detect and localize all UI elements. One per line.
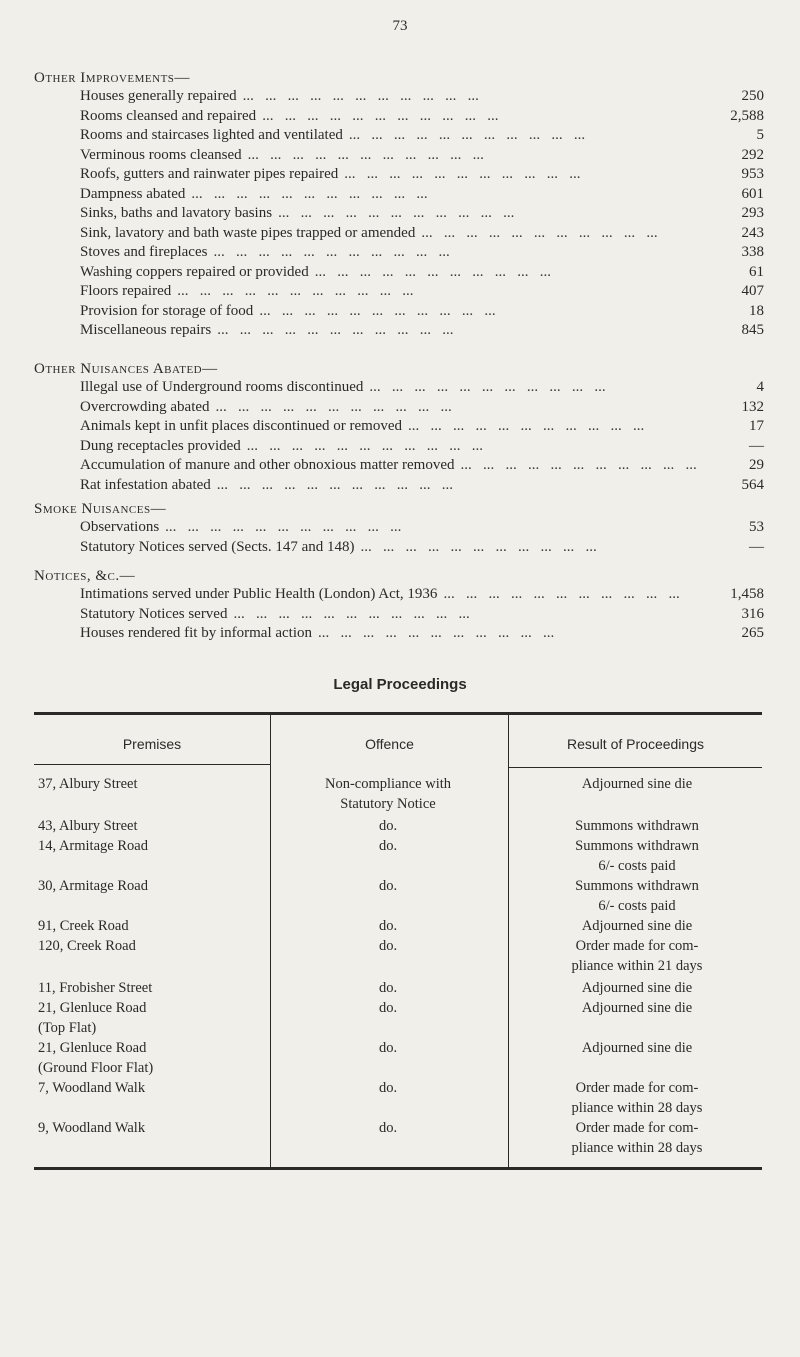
premises-cell-line: (Top Flat) xyxy=(38,1020,97,1036)
item-label: Animals kept in unfit places discontinued or removed xyxy=(80,418,403,434)
item-label: Rat infestation abated xyxy=(80,476,211,493)
offence-cell xyxy=(274,916,502,936)
item-label: Washing coppers repaired or provided xyxy=(80,263,309,280)
premises-cell-line: 91, Creek Road xyxy=(38,918,129,934)
premises-cell xyxy=(38,1038,268,1078)
result-cell-line: 6/- costs paid xyxy=(598,858,676,874)
premises-cell xyxy=(38,816,268,836)
result-cell-line: pliance within 21 days xyxy=(571,958,703,974)
dot-leader xyxy=(361,539,696,556)
header-offence: Offence xyxy=(365,736,414,752)
item-value: 407 xyxy=(741,283,764,299)
dot-leader xyxy=(191,186,696,203)
item-value: 292 xyxy=(741,146,764,163)
offence-cell-line: Statutory Notice xyxy=(340,796,436,812)
section-heading: Smoke Nuisances— xyxy=(34,501,167,517)
result-cell xyxy=(512,1038,762,1058)
list-item xyxy=(34,205,764,225)
section-heading: Other Nuisances Abated— xyxy=(34,361,218,377)
result-cell-line: 6/- costs paid xyxy=(598,898,676,914)
item-list xyxy=(34,88,764,342)
dot-leader xyxy=(443,586,696,603)
dot-leader xyxy=(408,418,696,435)
result-cell-line: Summons withdrawn xyxy=(575,838,699,854)
item-label: Houses rendered fit by informal action xyxy=(80,625,313,641)
item-value: 250 xyxy=(741,88,764,104)
item-label: Observations xyxy=(80,519,160,535)
section-notices xyxy=(34,566,764,645)
page-number: 73 xyxy=(392,18,408,34)
list-item xyxy=(34,264,764,284)
result-cell xyxy=(512,876,762,916)
premises-cell xyxy=(38,774,268,794)
item-label: Rooms and staircases lighted and ventilated xyxy=(80,127,343,143)
result-cell-line: Order made for com- xyxy=(575,1080,699,1096)
list-item xyxy=(34,88,764,108)
offence-cell-line: do. xyxy=(378,1040,398,1056)
premises-cell-line: 14, Armitage Road xyxy=(38,838,148,854)
offence-cell xyxy=(274,978,502,998)
item-value: 601 xyxy=(741,185,764,202)
offence-cell xyxy=(274,1038,502,1058)
result-cell-line: Summons withdrawn xyxy=(575,818,699,834)
result-cell xyxy=(512,836,762,876)
section-heading: Notices, &c.— xyxy=(34,568,136,584)
column-divider xyxy=(270,715,271,1170)
premises-cell-line: 11, Frobisher Street xyxy=(38,980,153,996)
item-value: 564 xyxy=(741,476,764,493)
premises-cell-line: (Ground Floor Flat) xyxy=(38,1060,154,1076)
offence-cell-line: do. xyxy=(378,938,398,954)
list-item xyxy=(34,127,764,147)
premises-cell-line: 43, Albury Street xyxy=(38,818,138,834)
offence-cell-line: do. xyxy=(378,1080,398,1096)
item-value: 338 xyxy=(741,244,764,260)
result-cell xyxy=(512,774,762,794)
list-item xyxy=(34,399,764,419)
list-item xyxy=(34,166,764,186)
dot-leader xyxy=(216,399,696,416)
dot-leader xyxy=(278,205,696,222)
list-item xyxy=(34,379,764,399)
item-value: 845 xyxy=(741,322,764,338)
item-label: Intimations served under Public Health (London) Act, 1936 xyxy=(80,586,438,602)
item-label: Roofs, gutters and rainwater pipes repaired xyxy=(80,166,339,182)
list-item xyxy=(34,477,764,497)
offence-cell-line: do. xyxy=(378,918,398,934)
item-label: Rooms cleansed and repaired xyxy=(80,107,257,124)
premises-cell xyxy=(38,876,268,896)
result-cell xyxy=(512,978,762,998)
section-heading: Other Improvements— xyxy=(34,70,190,86)
item-value: 61 xyxy=(749,263,764,280)
list-item xyxy=(34,225,764,245)
item-label: Overcrowding abated xyxy=(80,398,210,415)
offence-cell xyxy=(274,836,502,856)
item-list xyxy=(34,519,764,558)
item-label: Dampness abated xyxy=(80,185,186,202)
offence-cell-line: do. xyxy=(378,1120,398,1136)
item-value: 132 xyxy=(741,398,764,415)
list-item xyxy=(34,438,764,458)
dot-leader xyxy=(259,303,696,320)
item-label: Statutory Notices served xyxy=(80,605,228,622)
section-other-nuisances xyxy=(34,359,764,496)
item-label: Dung receptacles provided xyxy=(80,437,241,454)
premises-cell xyxy=(38,836,268,856)
header-rule xyxy=(509,767,762,768)
dot-leader xyxy=(318,625,696,642)
offence-cell xyxy=(274,1078,502,1098)
item-value: 5 xyxy=(756,127,764,143)
dot-leader xyxy=(460,457,696,474)
item-label: Statutory Notices served (Sects. 147 and 148) xyxy=(80,538,355,555)
premises-cell xyxy=(38,936,268,956)
premises-cell xyxy=(38,998,268,1038)
section-other-improvements xyxy=(34,68,764,342)
result-cell xyxy=(512,1078,762,1118)
result-cell xyxy=(512,998,762,1018)
list-item xyxy=(34,322,764,342)
item-value: 953 xyxy=(741,166,764,182)
item-value: 4 xyxy=(756,379,764,395)
header-premises: Premises xyxy=(122,736,182,752)
list-item xyxy=(34,147,764,167)
dot-leader xyxy=(369,379,696,396)
result-cell-line: Adjourned sine die xyxy=(581,918,693,934)
premises-cell xyxy=(38,978,268,998)
item-label: Provision for storage of food xyxy=(80,302,254,319)
offence-cell xyxy=(274,998,502,1018)
item-value: — xyxy=(749,437,764,454)
item-value: 18 xyxy=(749,302,764,319)
premises-cell-line: 30, Armitage Road xyxy=(38,878,148,894)
item-value: 316 xyxy=(741,605,764,622)
item-value: — xyxy=(749,538,764,555)
item-value: 265 xyxy=(741,625,764,641)
list-item xyxy=(34,418,764,438)
item-value: 243 xyxy=(741,224,764,241)
legal-proceedings-title: Legal Proceedings xyxy=(333,676,467,693)
premises-cell-line: 120, Creek Road xyxy=(38,938,136,954)
result-cell-line: Order made for com- xyxy=(575,938,699,954)
result-cell-line: Adjourned sine die xyxy=(581,776,693,792)
result-cell xyxy=(512,816,762,836)
result-cell-line: Adjourned sine die xyxy=(581,1000,693,1016)
item-value: 17 xyxy=(749,418,764,434)
offence-cell xyxy=(274,1118,502,1138)
premises-cell-line: 37, Albury Street xyxy=(38,776,138,792)
item-label: Miscellaneous repairs xyxy=(80,322,212,338)
dot-leader xyxy=(233,606,696,623)
result-cell xyxy=(512,936,762,976)
item-label: Stoves and fireplaces xyxy=(80,244,208,260)
premises-cell xyxy=(38,1118,268,1138)
result-cell-line: Adjourned sine die xyxy=(581,980,693,996)
result-cell-line: Summons withdrawn xyxy=(575,878,699,894)
legal-proceedings-table xyxy=(34,712,762,1172)
item-label: Verminous rooms cleansed xyxy=(80,146,242,163)
list-item xyxy=(34,244,764,264)
offence-cell xyxy=(274,816,502,836)
dot-leader xyxy=(349,127,696,144)
list-item xyxy=(34,108,764,128)
item-value: 53 xyxy=(749,519,764,535)
header-rule xyxy=(34,764,270,765)
dot-leader xyxy=(217,477,696,494)
item-label: Illegal use of Underground rooms discontinued xyxy=(80,379,364,395)
premises-cell-line: 21, Glenluce Road xyxy=(38,1040,147,1056)
item-label: Houses generally repaired xyxy=(80,88,237,104)
list-item xyxy=(34,606,764,626)
list-item xyxy=(34,625,764,645)
list-item xyxy=(34,539,764,559)
dot-leader xyxy=(165,519,696,536)
dot-leader xyxy=(247,438,696,455)
item-value: 1,458 xyxy=(730,586,764,602)
list-item xyxy=(34,586,764,606)
offence-cell-line: do. xyxy=(378,878,398,894)
result-cell xyxy=(512,1118,762,1158)
offence-cell xyxy=(274,936,502,956)
item-label: Sink, lavatory and bath waste pipes trapped or amended xyxy=(80,224,416,241)
result-cell-line: Order made for com- xyxy=(575,1120,699,1136)
result-cell-line: pliance within 28 days xyxy=(571,1140,703,1156)
item-list xyxy=(34,586,764,645)
dot-leader xyxy=(421,225,696,242)
column-divider xyxy=(508,715,509,1170)
dot-leader xyxy=(213,244,696,261)
dot-leader xyxy=(315,264,696,281)
offence-cell-line: do. xyxy=(378,838,398,854)
premises-cell-line: 9, Woodland Walk xyxy=(38,1120,146,1136)
dot-leader xyxy=(217,322,696,339)
table-top-rule xyxy=(34,712,762,715)
list-item xyxy=(34,457,764,477)
section-smoke-nuisances xyxy=(34,499,764,558)
dot-leader xyxy=(344,166,696,183)
premises-cell xyxy=(38,1078,268,1098)
result-cell-line: pliance within 28 days xyxy=(571,1100,703,1116)
item-label: Floors repaired xyxy=(80,283,172,299)
premises-cell-line: 21, Glenluce Road xyxy=(38,1000,147,1016)
list-item xyxy=(34,186,764,206)
result-cell-line: Adjourned sine die xyxy=(581,1040,693,1056)
premises-cell xyxy=(38,916,268,936)
list-item xyxy=(34,519,764,539)
dot-leader xyxy=(248,147,696,164)
offence-cell-line: do. xyxy=(378,980,398,996)
dot-leader xyxy=(243,88,696,105)
premises-cell-line: 7, Woodland Walk xyxy=(38,1080,146,1096)
dot-leader xyxy=(177,283,696,300)
list-item xyxy=(34,283,764,303)
result-cell xyxy=(512,916,762,936)
offence-cell-line: do. xyxy=(378,818,398,834)
header-result: Result of Proceedings xyxy=(567,736,704,752)
item-list xyxy=(34,379,764,496)
offence-cell xyxy=(274,876,502,896)
item-label: Sinks, baths and lavatory basins xyxy=(80,205,273,221)
list-item xyxy=(34,303,764,323)
dot-leader xyxy=(262,108,696,125)
table-bottom-rule xyxy=(34,1167,762,1170)
offence-cell xyxy=(274,774,502,814)
offence-cell-line: Non-compliance with xyxy=(324,776,452,792)
offence-cell-line: do. xyxy=(378,1000,398,1016)
item-label: Accumulation of manure and other obnoxious matter removed xyxy=(80,457,455,473)
item-value: 29 xyxy=(749,457,764,473)
item-value: 2,588 xyxy=(730,107,764,124)
item-value: 293 xyxy=(741,205,764,221)
